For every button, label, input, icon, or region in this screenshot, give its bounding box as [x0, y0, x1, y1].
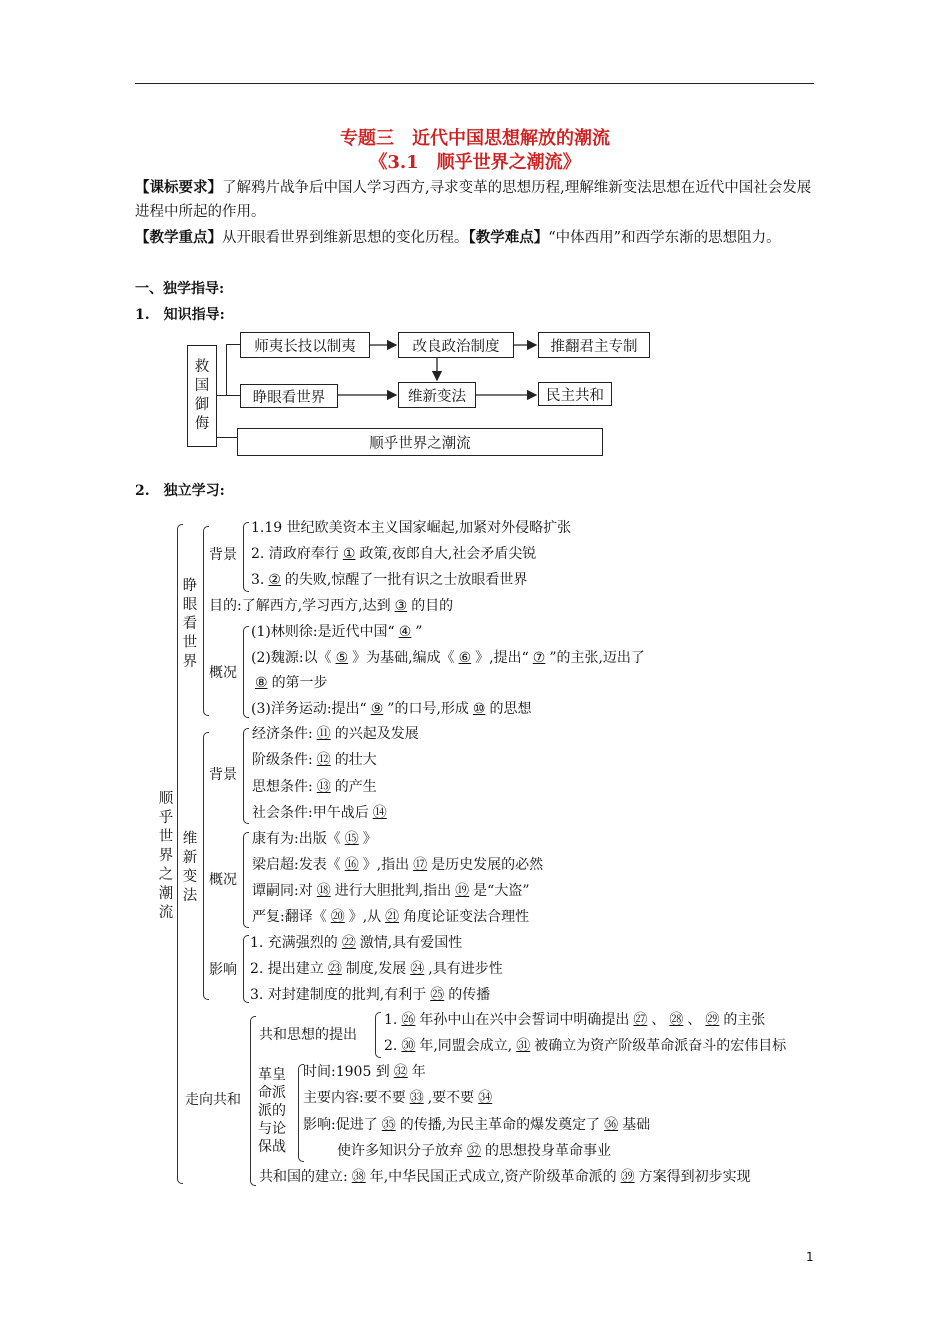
outline-root: 顺乎世界之潮流 [158, 791, 174, 921]
b-gk-1: 康有为:出版《 ⑮ 》 [252, 831, 377, 847]
subsection-independent: 2. 独立学习: [135, 483, 225, 499]
b-bg-2: 阶级条件: ⑫ 的壮大 [252, 752, 377, 768]
text-zhongdian: 从开眼看世界到维新思想的变化历程。 [222, 230, 469, 246]
brace-a-bg [243, 522, 249, 592]
node-c-p-label: 共和思想的提出 [259, 1027, 357, 1043]
c-d-1: 时间:1905 到 ㉜ 年 [303, 1064, 426, 1080]
node-c-d-label: 革皇命派派的与论保战 [258, 1067, 286, 1155]
a-gk-3: (3)洋务运动:提出“ ⑨ ”的口号,形成 ⑩ 的思想 [251, 701, 532, 717]
c-d-4: 使许多知识分子放弃 ㊲ 的思想投身革命事业 [337, 1143, 611, 1159]
flow-box-3: 推翻君主专制 [538, 332, 650, 358]
brace-a-gk [243, 626, 249, 718]
flow-box-5: 维新变法 [398, 382, 476, 408]
c-p-2: 2. ㉚ 年,同盟会成立, ㉛ 被确立为资产阶级革命派奋斗的宏伟目标 [384, 1038, 787, 1054]
node-c-label: 走向共和 [185, 1092, 241, 1108]
b-bg-1: 经济条件: ⑪ 的兴起及发展 [252, 726, 419, 742]
a-gk-1: (1)林则徐:是近代中国“ ④ ” [251, 624, 423, 640]
text-kebiao: 了解鸦片战争后中国人学习西方,寻求变革的思想历程,理解维新变法思想在近代中国社会发展进程中所起的作用。 [135, 180, 812, 220]
text-nandian: “中体西用”和西学东渐的思想阻力。 [548, 230, 781, 246]
brace-b-yx [243, 935, 249, 1003]
a-bg-1: 1.19 世纪欧美资本主义国家崛起,加紧对外侵略扩张 [251, 520, 572, 536]
a-bg-2: 2. 清政府奉行 ① 政策,夜郎自大,社会矛盾尖锐 [251, 546, 537, 562]
node-b-label: 维新变法 [182, 831, 198, 904]
b-bg-4: 社会条件:甲午战后 ⑭ [252, 805, 387, 821]
node-b-bg-label: 背景 [209, 767, 237, 783]
flow-left-label: 救国御侮 [194, 359, 210, 432]
b-yx-2: 2. 提出建立 ㉓ 制度,发展 ㉔ ,具有进步性 [250, 961, 503, 977]
label-kebiao: 【课标要求】 [135, 179, 222, 196]
page-subtitle: 《3.1 顺乎世界之潮流》 [369, 152, 581, 173]
a-aim: 目的:了解西方,学习西方,达到 ③ 的目的 [209, 598, 454, 614]
a-gk-2b: ⑧ 的第一步 [255, 675, 328, 691]
brace-b-bg [243, 728, 249, 824]
page-title: 专题三 近代中国思想解放的潮流 [340, 128, 610, 149]
c-d-3: 影响:促进了 ㉟ 的传播,为民主革命的爆发奠定了 ㊱ 基础 [303, 1117, 651, 1133]
label-nandian: 【教学难点】 [468, 229, 549, 246]
brace-c-p [375, 1012, 381, 1058]
a-gk-2: (2)魏源:以《 ⑤ 》为基础,编成《 ⑥ 》,提出“ ⑦ ”的主张,迈出了 [251, 650, 645, 666]
b-yx-3: 3. 对封建制度的批判,有利于 ㉕ 的传播 [250, 987, 491, 1003]
c-d-2: 主要内容:要不要 ㉝ ,要不要 ㉞ [303, 1090, 493, 1106]
page-number: 1 [806, 1250, 814, 1264]
flow-box-4: 睁眼看世界 [240, 384, 338, 408]
flow-box-6: 民主共和 [538, 382, 612, 406]
flow-box-7: 顺乎世界之潮流 [237, 428, 603, 456]
section-heading: 一、独学指导: [135, 281, 225, 297]
b-bg-3: 思想条件: ⑬ 的产生 [252, 779, 377, 795]
flow-box-2: 改良政治制度 [398, 332, 514, 358]
b-yx-1: 1. 充满强烈的 ㉒ 激情,具有爱国性 [250, 935, 463, 951]
node-a-gk-label: 概况 [209, 665, 237, 681]
flow-box-1: 师夷长技以制夷 [240, 332, 370, 358]
node-b-yx-label: 影响 [209, 962, 237, 978]
subsection-knowledge: 1. 知识指导: [135, 307, 225, 323]
b-gk-4: 严复:翻译《 ⑳ 》,从 ㉑ 角度论证变法合理性 [252, 909, 530, 925]
node-b-gk-label: 概况 [209, 872, 237, 888]
c-r: 共和国的建立: ㊳ 年,中华民国正式成立,资产阶级革命派的 ㊴ 方案得到初步实现 [259, 1169, 751, 1185]
label-zhongdian: 【教学重点】 [135, 229, 222, 246]
brace-b-gk [243, 832, 249, 928]
c-p-1: 1. ㉖ 年孙中山在兴中会誓词中明确提出 ㉗ 、 ㉘ 、 ㉙ 的主张 [384, 1012, 766, 1028]
a-bg-3: 3. ② 的失败,惊醒了一批有识之士放眼看世界 [251, 572, 528, 588]
b-gk-3: 谭嗣同:对 ⑱ 进行大胆批判,指出 ⑲ 是“大盗” [252, 883, 530, 899]
flow-arrows [0, 0, 950, 470]
brace-c [250, 1016, 256, 1186]
node-a-bg-label: 背景 [209, 547, 237, 563]
b-gk-2: 梁启超:发表《 ⑯ 》,指出 ⑰ 是历史发展的必然 [252, 857, 544, 873]
node-a-label: 睁眼看世界 [182, 578, 198, 670]
